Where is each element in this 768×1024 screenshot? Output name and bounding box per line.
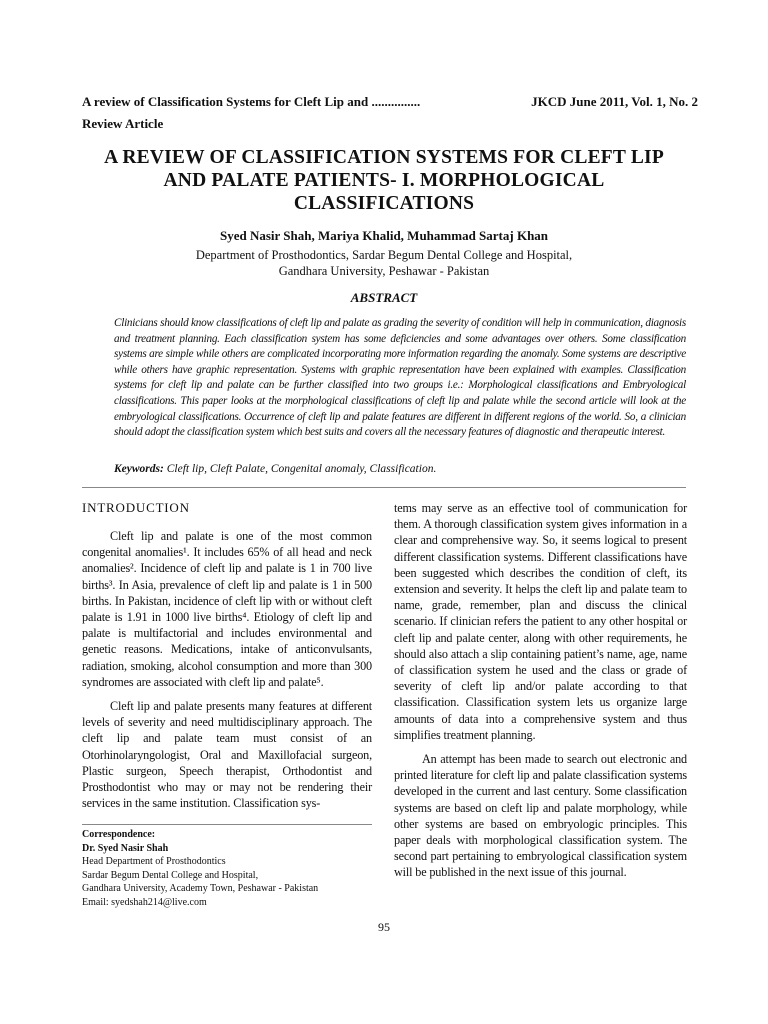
title-line: CLASSIFICATIONS: [293, 193, 475, 214]
keywords: [114, 463, 686, 475]
left-column: [82, 500, 372, 819]
paragraph: Cleft lip and palate presents many features at different levels of severity and need multidisciplinary approach. The cleft lip and palate team must consist of an Otorhinolaryngologist, Oral and Maxillofacial surgeon, Plastic surgeon, Speech therapist, Orthodontist and Prosthodontist who may or may not be rendering their services in the same institution. Classification sys-: [82, 699, 372, 811]
paragraph: An attempt has been made to search out electronic and printed literature for cleft lip and palate classification systems developed in the current and last century. Some classification systems are based on cleft lip and palate morphology, while other systems are based on embryologic principles. This paper deals with morphological classification system. The second part pertaining to embryological classification system will be published in the next issue of this journal.: [394, 752, 687, 880]
paragraph: Cleft lip and palate is one of the most common congenital anomalies¹. It includes 65% of all head and neck anomalies². Incidence of cleft lip and palate is 1 in 700 live births³. In Asia, prevalence of cleft lip and palate is 1 in 500 births. In Pakistan, incidence of cleft lip with or without cleft palate is 1.91 in 1000 live births⁴. Etiology of cleft lip and palate is multifactorial and includes environmental and genetic reasons. Medications, intake of anticonvulsants, radiation, smoking, alcohol consumption and more than 300 syndromes are associated with cleft lip and palate⁵.: [82, 529, 372, 689]
keywords-list: Cleft lip, Cleft Palate, Congenital anomaly, Classification.: [166, 463, 437, 475]
running-header: [82, 94, 698, 132]
keywords-label: Keywords:: [114, 463, 164, 475]
article-title: [60, 146, 708, 215]
affiliation-line: Department of Prosthodontics, Sardar Begum Dental College and Hospital,: [195, 248, 573, 262]
section-divider: [82, 487, 686, 488]
author-list: Syed Nasir Shah, Mariya Khalid, Muhammad Sartaj Khan: [219, 228, 549, 243]
article-type: Review Article: [82, 116, 164, 131]
correspondence-line: Head Department of Prosthodontics: [82, 856, 226, 867]
affiliation: [60, 247, 708, 279]
correspondence-name: Dr. Syed Nasir Shah: [82, 842, 169, 854]
correspondence-email: Email: syedshah214@live.com: [82, 896, 207, 908]
correspondence-label: Correspondence:: [82, 829, 156, 840]
page-number: 95: [378, 920, 390, 934]
running-title: A review of Classification Systems for Cleft Lip and ...............: [82, 94, 421, 109]
title-line: AND PALATE PATIENTS- I. MORPHOLOGICAL: [163, 170, 605, 191]
journal-citation: JKCD June 2011, Vol. 1, No. 2: [531, 94, 698, 109]
paragraph: tems may serve as an effective tool of communication for them. A thorough classification system gives information in a clear and comprehensive way. So, it seems logical to present different classification systems. Different classifications have been suggested which describes the condition of cleft, its extension and severity. It helps the cleft lip and palate team to name, grade, remember, plan and discuss the clinical scenario. If clinician refers the patient to any other hospital or cleft lip and palate center, along with other requirements, he should also attach a slip containing patient’s name, age, name of classification system he used and the class or grade of severity of cleft lip and/or palate according to that classification. Classification system lets us organize large amounts of data into a comprehensive system and thus simplifies treatment planning.: [394, 501, 687, 742]
title-line: A REVIEW OF CLASSIFICATION SYSTEMS FOR CLEFT LIP: [104, 147, 664, 168]
correspondence-line: Gandhara University, Academy Town, Peshawar - Pakistan: [82, 883, 319, 894]
introduction-heading: INTRODUCTION: [82, 500, 190, 515]
affiliation-line: Gandhara University, Peshawar - Pakistan: [278, 264, 490, 278]
correspondence-line: Sardar Begum Dental College and Hospital,: [82, 869, 259, 881]
right-column: [394, 500, 687, 889]
abstract-text: Clinicians should know classifications of cleft lip and palate as grading the severity of condition will help in communication, diagnosis and treatment planning. Each classification system has some deficiencies and some advantages over others. Some classification systems are simple while others are complicated incorporating more information regarding the anomaly. Some systems are descriptive while others have graphic representation. Systems with graphic representation have been explained with examples. Classification systems for cleft lip and palate can be further classified into two groups i.e.: Morphological classifications and Embryological classifications. This paper looks at the morphological classifications of cleft lip and palate while the second article will look at the embryological classifications. Occurrence of cleft lip and palate features are different in different regions of the world. So, a clinician should adopt the classification system which best suits and covers all the necessary features of diagnostic and therapeutic interest.: [114, 317, 686, 439]
correspondence-box: [82, 824, 372, 909]
abstract-heading: ABSTRACT: [350, 290, 418, 305]
